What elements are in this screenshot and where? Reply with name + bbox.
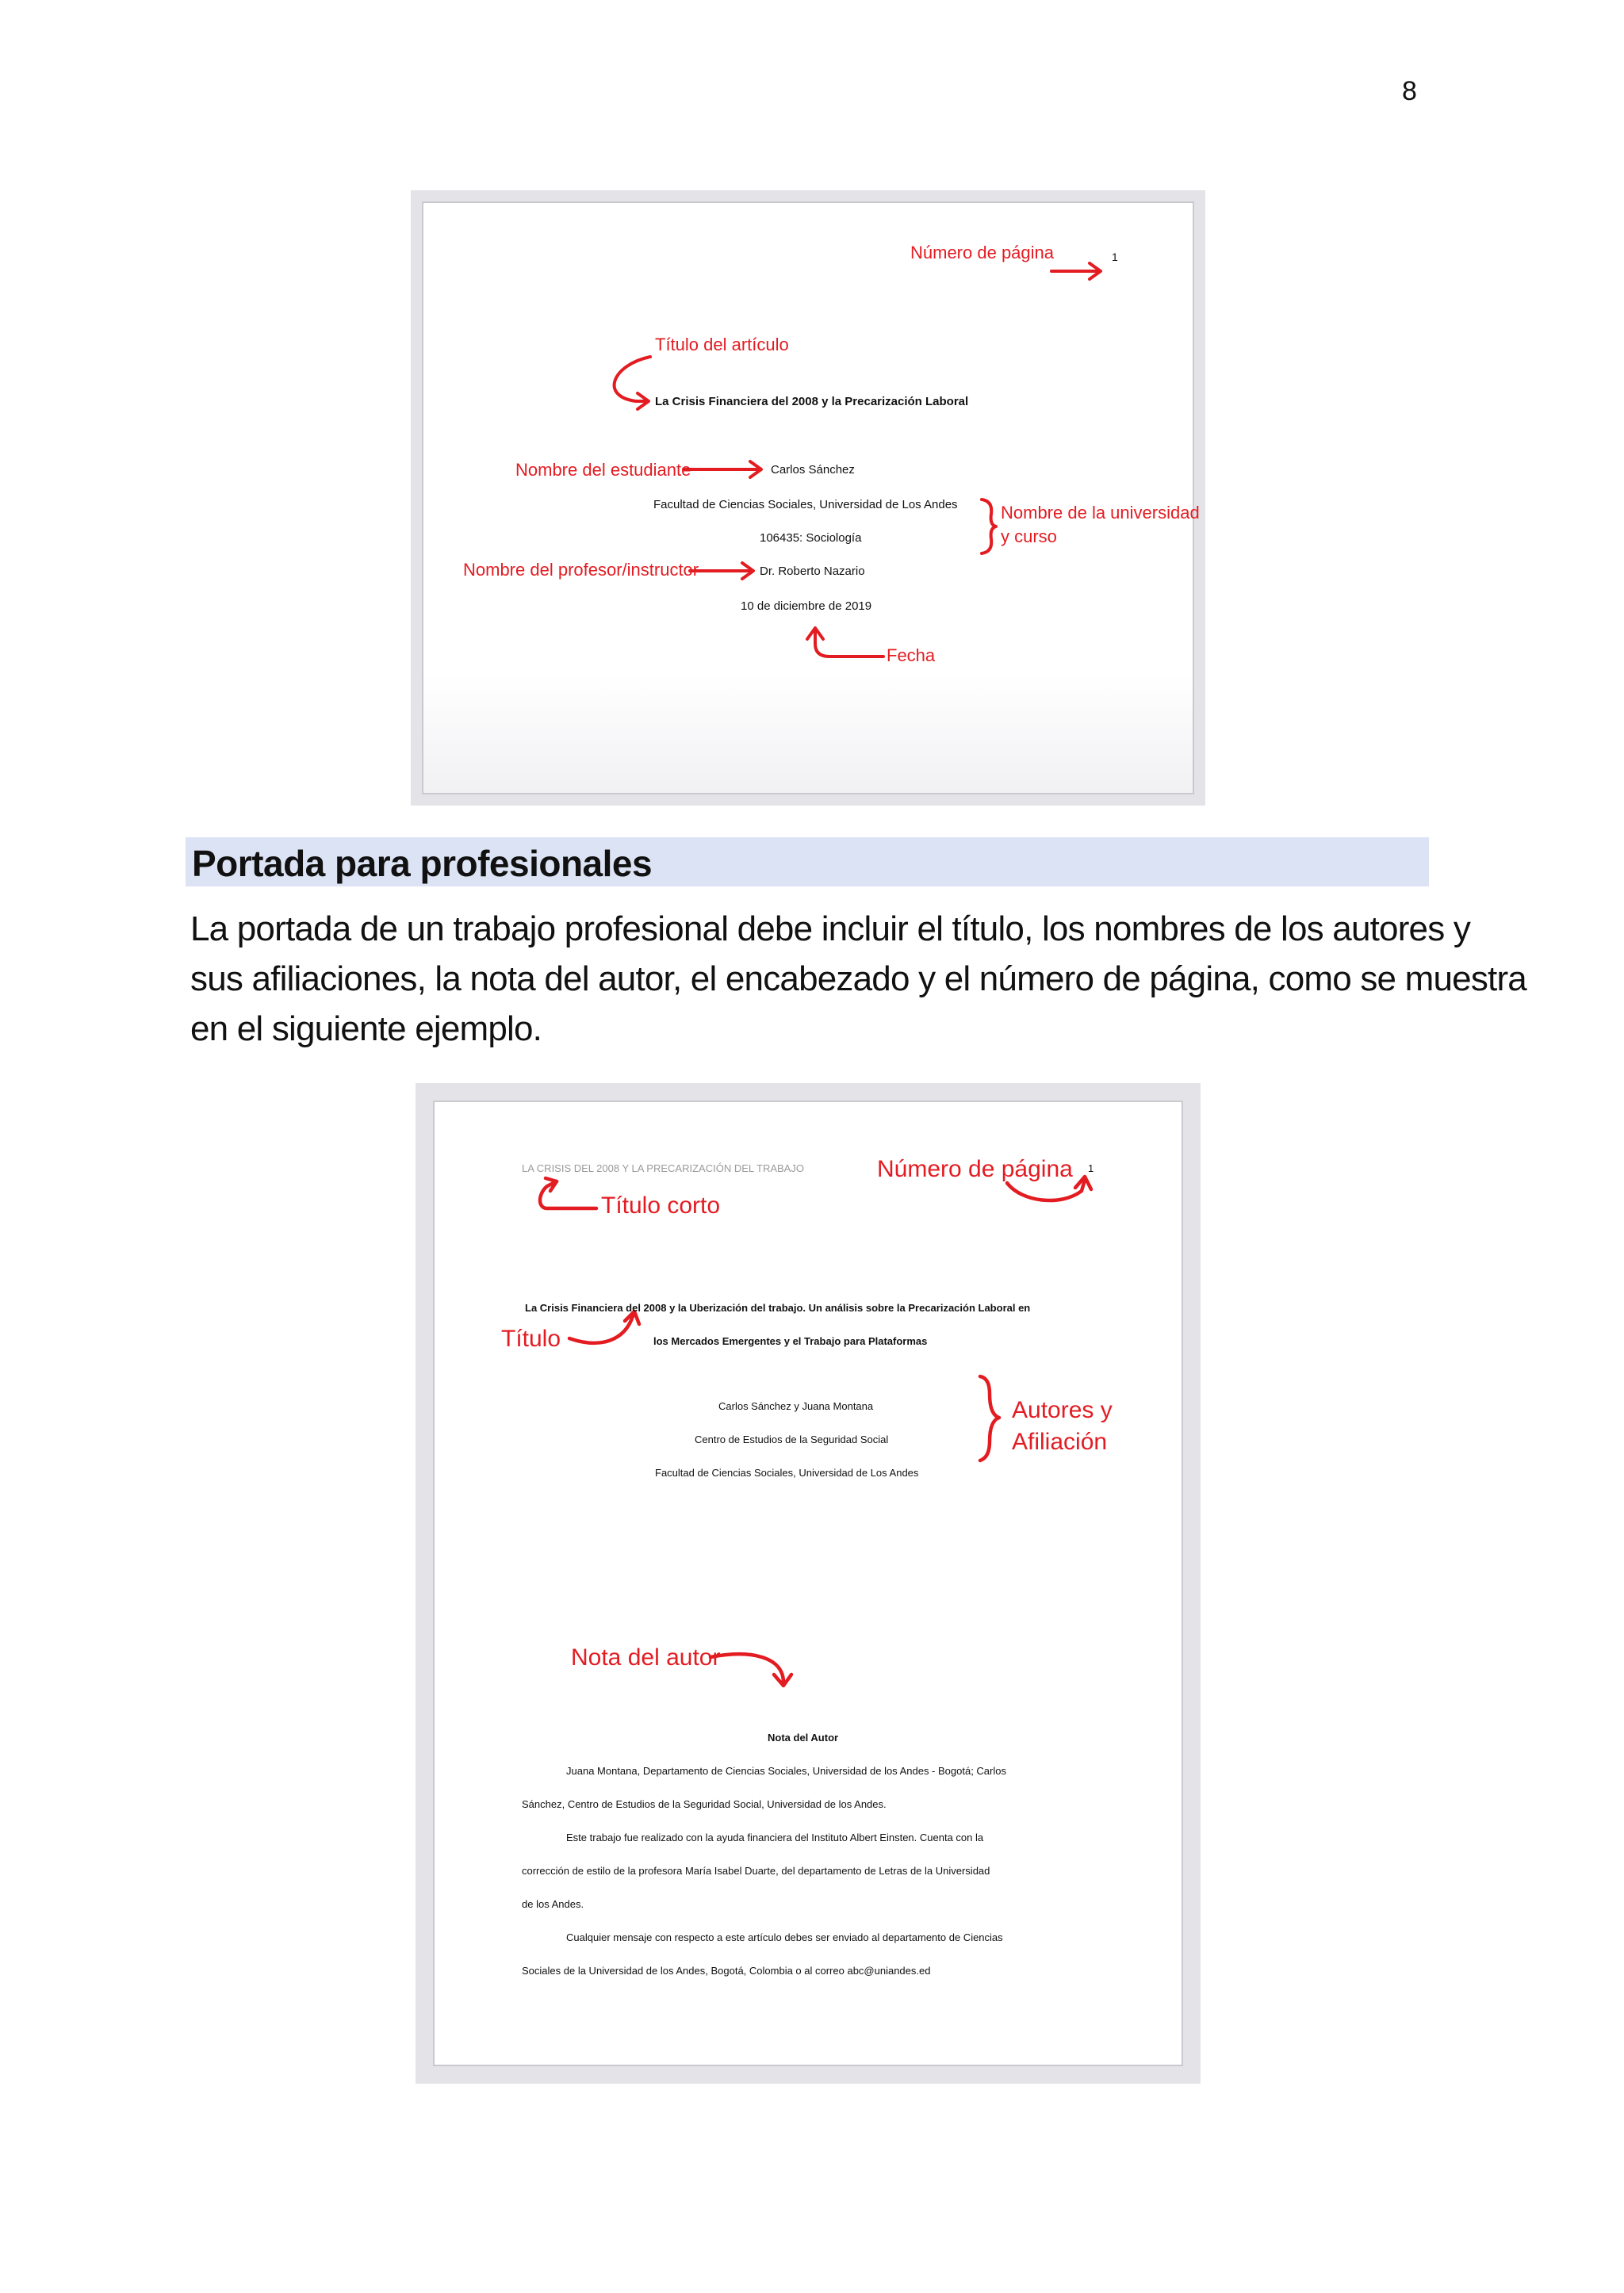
annotation-article-title: Título del artículo (655, 335, 789, 354)
intro-line: en el siguiente ejemplo. (190, 1009, 542, 1048)
page-number: 8 (1402, 76, 1417, 106)
section-heading: Portada para profesionales (192, 843, 653, 884)
annotation-date: Fecha (887, 645, 936, 665)
annotation-title: Título (501, 1326, 561, 1352)
annotation-student-name: Nombre del estudiante (515, 460, 691, 480)
doc-note-line: Cualquier mensaje con respecto a este artículo debes ser enviado al departamento de Ciencias (566, 1931, 1003, 1943)
doc-page-number: 1 (1112, 251, 1118, 263)
doc-title: La Crisis Financiera del 2008 y la Precarización Laboral (655, 395, 969, 408)
example-sheet (422, 201, 1200, 794)
annotation-page-number: Número de página (910, 243, 1055, 262)
annotation-university: Nombre de la universidad (1001, 503, 1200, 523)
doc-note-line: de los Andes. (522, 1898, 584, 1910)
doc-affiliation-2: Facultad de Ciencias Sociales, Universidad de Los Andes (655, 1467, 919, 1479)
example-sheet (433, 1101, 1183, 2066)
annotation-authors: Autores y (1012, 1397, 1113, 1423)
intro-line: sus afiliaciones, la nota del autor, el encabezado y el número de página, como se muestra (190, 959, 1526, 998)
annotation-affiliation: Afiliación (1012, 1429, 1108, 1455)
doc-note-line: Este trabajo fue realizado con la ayuda financiera del Instituto Albert Einsten. Cuenta con la (566, 1832, 984, 1843)
doc-note-line: corrección de estilo de la profesora María Isabel Duarte, del departamento de Letras de la Universidad (522, 1865, 990, 1877)
doc-affiliation-1: Centro de Estudios de la Seguridad Social (695, 1434, 889, 1445)
professional-title-page-example (416, 1083, 1201, 2084)
doc-course: 106435: Sociología (760, 531, 862, 545)
annotation-short-title: Título corto (601, 1192, 721, 1219)
doc-date: 10 de diciembre de 2019 (741, 599, 872, 613)
doc-note-line: Juana Montana, Departamento de Ciencias Sociales, Universidad de los Andes - Bogotá; Carlos (566, 1765, 1006, 1777)
annotation-course: y curso (1001, 526, 1057, 546)
doc-note-heading: Nota del Autor (768, 1732, 839, 1744)
doc-title-line1: La Crisis Financiera del 2008 y la Uberización del trabajo. Un análisis sobre la Precarización Laboral en (525, 1302, 1031, 1314)
doc-running-head: LA CRISIS DEL 2008 Y LA PRECARIZACIÓN DEL TRABAJO (522, 1162, 804, 1174)
intro-paragraph (190, 904, 1526, 1054)
doc-note-line: Sánchez, Centro de Estudios de la Seguridad Social, Universidad de los Andes. (522, 1798, 887, 1810)
doc-note-line: Sociales de la Universidad de los Andes, Bogotá, Colombia o al correo abc@uniandes.ed (522, 1965, 931, 1977)
doc-faculty: Facultad de Ciencias Sociales, Universidad de Los Andes (653, 498, 958, 511)
student-title-page-example (411, 190, 1205, 806)
annotation-author-note: Nota del autor (571, 1644, 721, 1671)
doc-authors: Carlos Sánchez y Juana Montana (718, 1400, 874, 1412)
annotation-page-number: Número de página (877, 1156, 1073, 1182)
annotation-arrows (435, 1102, 1185, 2068)
section-heading-bar (186, 837, 1429, 886)
doc-student: Carlos Sánchez (771, 463, 855, 477)
doc-professor: Dr. Roberto Nazario (760, 565, 865, 578)
doc-page-number: 1 (1088, 1162, 1094, 1174)
annotation-professor: Nombre del profesor/instructor (463, 560, 699, 580)
intro-line: La portada de un trabajo profesional debe incluir el título, los nombres de los autores y (190, 909, 1471, 948)
doc-title-line2: los Mercados Emergentes y el Trabajo para Plataformas (653, 1335, 928, 1347)
